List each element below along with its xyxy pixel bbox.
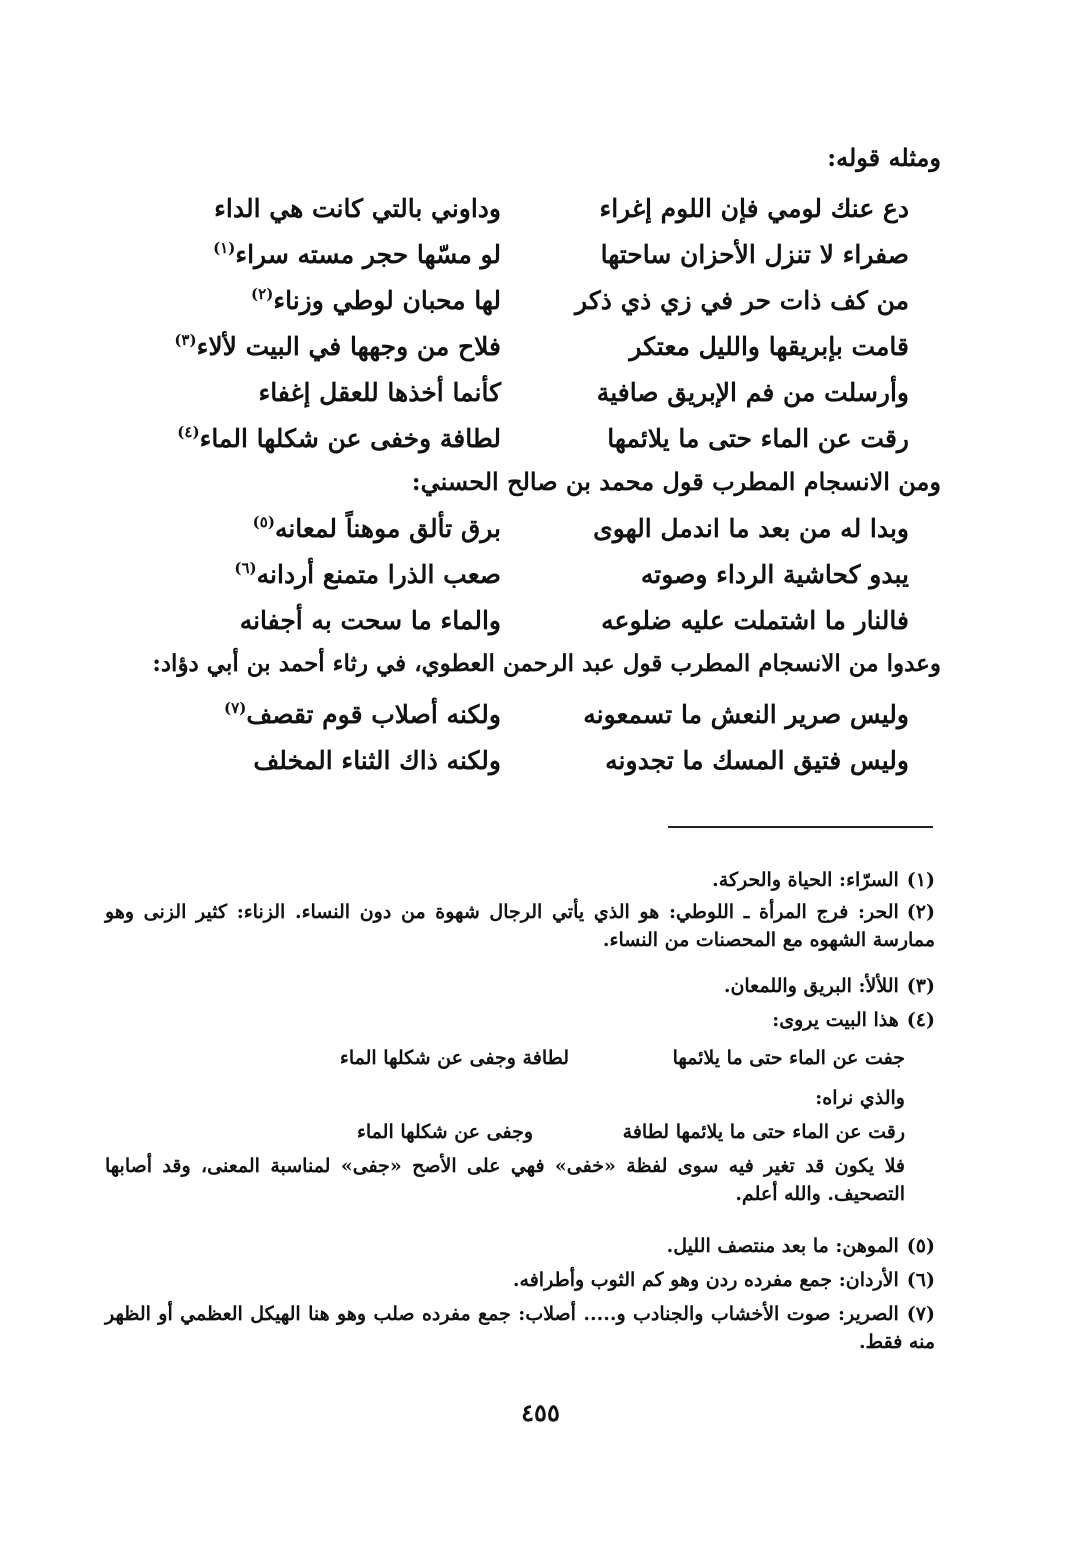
verse-second-hemistich: لو مسّها حجر مسته سراء$^{(١)}$ [213,239,501,269]
footnote-4-conclusion: فلا يكون قد تغير فيه سوى لفظة «خفى» فهي على الأصح «جفى» لمناسبة المعنى، وقد أصابها التصحيف. والله أعلم. [105,1155,905,1205]
footnote-1 [712,866,935,894]
footnote-marker[interactable]: (٧) [224,699,247,717]
verse-second-hemistich: وداوني بالتي كانت هي الداء [214,194,501,223]
intro-line-3: وعدوا من الانسجام المطرب قول عبد الرحمن العطوي، في رثاء أحمد بن أبي دؤاد: [152,650,941,677]
verse-first-hemistich: من كف ذات حر في زي ذي ذكر [575,286,909,315]
footnote-4-middle: والذي نراه: [815,1087,905,1109]
footnote-text: الصرير: صوت الأخشاب والجنادب و..... أصلاب: جمع مفرده صلب وهو هنا الهيكل العظمي أو الظهر منه فقط. [105,1303,935,1353]
footnote-number: (٤) [906,1009,935,1031]
footnote-4-verse-1-first: جفت عن الماء حتى ما يلائمها [672,1047,905,1069]
footnote-text: السرّاء: الحياة والحركة. [712,869,899,891]
verse-first-hemistich: قامت بإبريقها والليل معتكر [629,332,909,361]
verse [0,598,1081,644]
verse [0,324,1081,370]
verse-second-hemistich: ولكنه ذاك الثناء المخلف [253,746,501,775]
verse-second-hemistich: برق تألق موهناً لمعانه$^{(٥)}$ [252,513,501,543]
footnote-number: (٧) [906,1303,935,1325]
footnote-number: (٦) [906,1269,935,1291]
footnote-marker[interactable]: (٦) [234,559,257,577]
verse-first-hemistich: وليس صرير النعش ما تسمعونه [583,700,909,729]
footnote-separator [668,826,933,828]
verse-second-hemistich: فلاح من وجهها في البيت لألاء$^{(٣)}$ [174,331,501,361]
footnote-number: (٥) [906,1235,935,1257]
verse-first-hemistich: وليس فتيق المسك ما تجدونه [605,746,909,775]
footnote-marker[interactable]: (٤) [177,423,200,441]
footnote-2 [105,898,935,954]
footnote-marker[interactable]: (٢) [251,285,274,303]
verse-first-hemistich: وأرسلت من فم الإبريق صافية [596,378,909,407]
verse-first-hemistich: وبدا له من بعد ما اندمل الهوى [593,514,909,543]
verse [0,232,1081,278]
verse-first-hemistich: دع عنك لومي فإن اللوم إغراء [599,194,909,223]
intro-line-1: ومثله قوله: [827,143,941,172]
verse-second-hemistich: ولكنه أصلاب قوم تقصف$^{(٧)}$ [224,699,501,729]
verse-second-hemistich: صعب الذرا متمنع أردانه$^{(٦)}$ [234,559,501,589]
footnote-4-verse-1-second: لطافة وجفى عن شكلها الماء [339,1047,569,1069]
footnote-7 [105,1300,935,1356]
footnote-text: الأردان: جمع مفرده ردن وهو كم الثوب وأطرافه. [512,1269,899,1291]
verse [0,278,1081,324]
verse [0,692,1081,738]
footnote-4-verse-2-second: وجفى عن شكلها الماء [356,1121,533,1143]
verse [0,506,1081,552]
footnote-text: اللألأ: البريق واللمعان. [723,975,899,997]
verse-second-hemistich: والماء ما سحت به أجفانه [239,606,501,635]
verse-first-hemistich: رقت عن الماء حتى ما يلائمها [607,424,909,453]
footnote-marker[interactable]: (٥) [252,513,275,531]
footnote-3 [724,972,935,1000]
footnote-number: (٢) [906,901,935,923]
footnote-text: هذا البيت يروى: [772,1009,899,1031]
footnote-number: (٣) [906,975,935,997]
footnote-4-verse-2-first: رقت عن الماء حتى ما يلائمها لطافة [622,1121,905,1143]
verse [0,186,1081,232]
footnote-4 [772,1006,935,1034]
footnote-text: الحر: فرج المرأة ـ اللوطي: هو الذي يأتي الرجال شهوة من دون النساء. الزناء: كثير الزنى وهو ممارسة الشهوه مع المحصنات من النساء. [105,901,935,951]
footnote-5 [667,1232,935,1260]
verse-first-hemistich: فالنار ما اشتملت عليه ضلوعه [601,606,909,635]
verse-first-hemistich: يبدو كحاشية الرداء وصوته [640,560,909,589]
verse-first-hemistich: صفراء لا تنزل الأحزان ساحتها [600,240,909,269]
verse-second-hemistich: لطافة وخفى عن شكلها الماء$^{(٤)}$ [177,423,501,453]
verse [0,416,1081,462]
intro-line-2: ومن الانسجام المطرب قول محمد بن صالح الحسني: [411,467,941,496]
verse [0,738,1081,784]
footnote-6 [513,1266,935,1294]
verse [0,370,1081,416]
footnote-text: الموهن: ما بعد منتصف الليل. [666,1235,899,1257]
verse-second-hemistich: كأنما أخذها للعقل إغفاء [258,378,501,407]
footnote-marker[interactable]: (١) [213,239,236,257]
verse-second-hemistich: لها محبان لوطي وزناء$^{(٢)}$ [251,285,501,315]
page-number: ٤٥٥ [521,1398,560,1427]
verse [0,552,1081,598]
footnote-number: (١) [906,869,935,891]
footnote-marker[interactable]: (٣) [174,331,197,349]
